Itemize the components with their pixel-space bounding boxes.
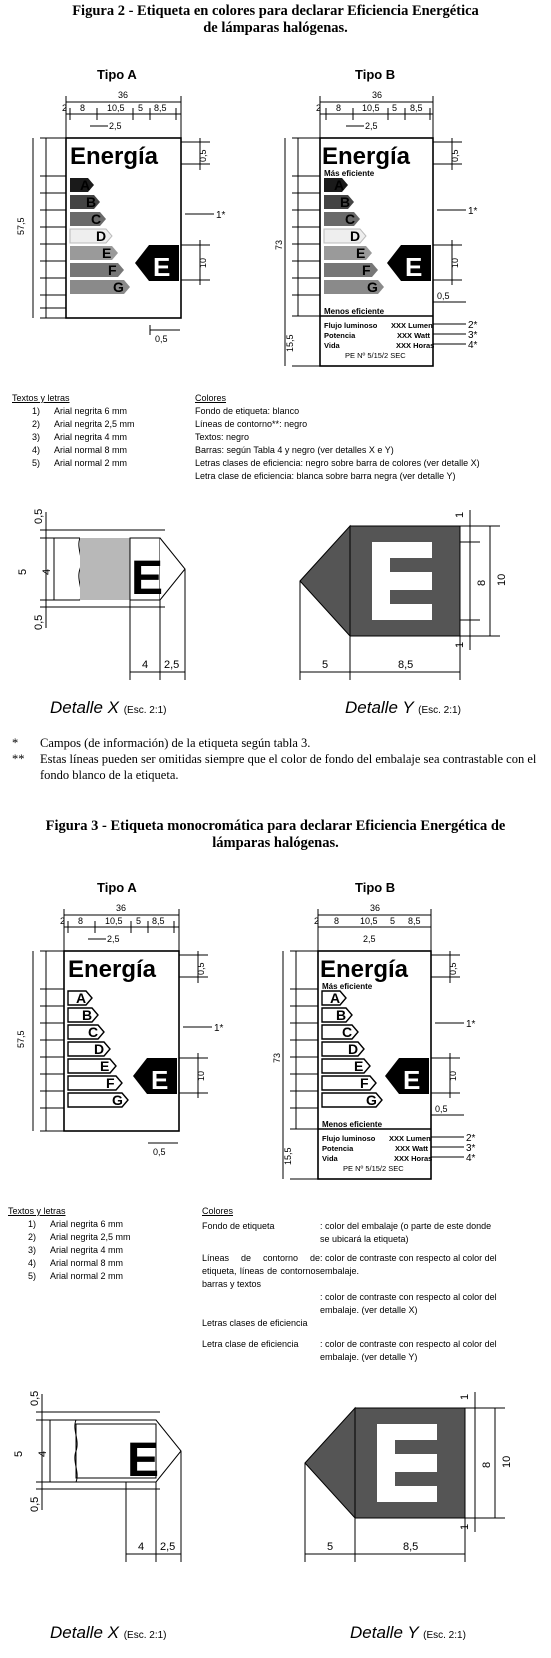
potencia-label: Potencia — [324, 331, 356, 340]
dim-2-a: 2 — [62, 103, 68, 113]
svg-text:8,5: 8,5 — [398, 659, 414, 671]
dim-85-a: 8,5 — [154, 103, 167, 113]
svg-text:8: 8 — [476, 579, 488, 586]
svg-text:A: A — [334, 177, 345, 193]
svg-text:E: E — [354, 1058, 364, 1074]
dim-5-a: 5 — [138, 103, 144, 113]
pe-number: PE Nº 5/15/2 SEC — [345, 351, 406, 360]
callout-3-b: 3* — [468, 330, 478, 341]
bar-label-c-a: C — [91, 211, 102, 227]
svg-text:5: 5 — [322, 659, 329, 671]
dim-25-a: 2,5 — [109, 121, 122, 131]
svg-text:Potencia: Potencia — [322, 1144, 354, 1153]
dim-85-b: 8,5 — [410, 103, 423, 113]
svg-text:8,5: 8,5 — [152, 916, 165, 926]
detalle-x-label-3: Detalle X (Esc. 2:1) — [50, 1623, 167, 1642]
textos-letras-block-2 — [12, 392, 192, 470]
svg-text:XXX Lumen: XXX Lumen — [389, 1134, 431, 1143]
bar-label-b-a: B — [86, 194, 97, 210]
svg-text:D: D — [350, 228, 361, 244]
svg-text:8: 8 — [78, 916, 84, 926]
svg-text:5: 5 — [136, 916, 142, 926]
svg-text:G: G — [367, 279, 378, 295]
svg-text:B: B — [340, 194, 351, 210]
svg-text:E: E — [127, 1434, 160, 1487]
svg-text:10: 10 — [496, 573, 508, 586]
svg-text:Más eficiente: Más eficiente — [322, 982, 373, 991]
figure-2-labels-drawing — [0, 80, 551, 380]
svg-text:8: 8 — [334, 916, 340, 926]
callout-4-b: 4* — [468, 340, 478, 351]
svg-text:F: F — [360, 1075, 369, 1091]
energia-title-a-3: Energía — [68, 956, 157, 983]
svg-text:3*: 3* — [466, 1143, 476, 1154]
dim-8-a: 8 — [80, 103, 86, 113]
svg-text:0,5: 0,5 — [29, 1390, 41, 1406]
svg-text:10: 10 — [196, 1070, 206, 1081]
dim-105-a: 10,5 — [107, 103, 125, 113]
figure-2-details-drawing — [0, 500, 551, 730]
notes-block: * Campos (de información) de la etiqueta según tabla 3. ** Estas líneas pueden ser omitidas siempre que el color de fondo del embalaje sea contrastable con el fondo blanco de la etiqueta. — [12, 736, 537, 782]
bar-label-f-a: F — [108, 262, 117, 278]
textos-heading-2: Textos y letras — [12, 393, 70, 403]
callout-1-b: 1* — [468, 206, 478, 217]
colores-block-3: Colores Fondo de etiqueta : color del embalaje (o parte de este donde se ubicará la etiqueta) Líneas de contorno de etiqueta, líneas de contornos barras y textos : color de contraste con respecto al color del embalaje. : color de contraste con respecto al color del embalaje. (ver detalle X) Letras clases de eficiencia Letra clase de eficiencia : color de contraste con respecto al color del embalaje. (ver detalle Y) — [202, 1206, 497, 1362]
svg-text:F: F — [106, 1075, 115, 1091]
colores-block-2 — [195, 392, 545, 483]
svg-text:B: B — [82, 1007, 93, 1023]
svg-text:G: G — [112, 1092, 123, 1108]
dim-05-mid-b: 0,5 — [437, 291, 450, 301]
svg-text:5: 5 — [390, 916, 396, 926]
dim-8-b: 8 — [336, 103, 342, 113]
svg-text:4: 4 — [142, 659, 149, 671]
figure-3-details-drawing — [0, 1382, 551, 1612]
svg-text:4: 4 — [138, 1541, 145, 1553]
callout-2-b: 2* — [468, 320, 478, 331]
svg-text:73: 73 — [272, 1052, 282, 1063]
svg-text:1: 1 — [454, 511, 466, 518]
figure-3-title-line1: Figura 3 - Etiqueta monocromática para declarar Eficiencia Energética de — [45, 818, 506, 834]
efficiency-bars-b — [324, 177, 431, 295]
dim-10-b: 10 — [450, 257, 460, 268]
detail-x-letter: E — [131, 552, 164, 605]
svg-text:10,5: 10,5 — [105, 916, 123, 926]
svg-text:8: 8 — [481, 1461, 493, 1468]
dim-05-bottom-a: 0,5 — [155, 334, 168, 344]
bar-label-d-a: D — [96, 228, 107, 244]
detalle-x-label-2: Detalle X (Esc. 2:1) — [50, 698, 167, 717]
mas-eficiente-b: Más eficiente — [324, 169, 375, 178]
svg-text:E: E — [151, 1065, 169, 1095]
energia-title-b: Energía — [322, 143, 411, 170]
svg-text:4: 4 — [37, 1450, 49, 1457]
svg-text:1: 1 — [459, 1523, 471, 1530]
callout-1-a: 1* — [216, 210, 226, 221]
svg-text:E: E — [405, 252, 423, 282]
info-block-b — [324, 321, 434, 360]
svg-text:36: 36 — [116, 903, 127, 913]
svg-text:E: E — [356, 245, 366, 261]
energia-title-a: Energía — [70, 143, 159, 170]
svg-text:10: 10 — [501, 1455, 513, 1468]
dim-155-b: 15,5 — [285, 334, 295, 352]
tipo-a-heading: Tipo A — [97, 67, 137, 82]
dim-36-a: 36 — [118, 90, 129, 100]
figure-3-title-line2: lámparas halógenas. — [212, 835, 339, 851]
svg-text:5: 5 — [327, 1541, 334, 1553]
svg-text:A: A — [330, 990, 341, 1006]
svg-text:F: F — [362, 262, 371, 278]
dim-05-b: 0,5 — [450, 149, 460, 162]
bar-label-g-a: G — [113, 279, 124, 295]
flujo-label: Flujo luminoso — [324, 321, 378, 330]
dim-2-b: 2 — [316, 103, 322, 113]
svg-text:2*: 2* — [466, 1133, 476, 1144]
current-class-letter-a: E — [153, 252, 171, 282]
svg-text:5: 5 — [17, 568, 29, 575]
svg-text:0,5: 0,5 — [153, 1147, 166, 1157]
figure-3-title — [0, 818, 551, 852]
svg-text:1: 1 — [454, 641, 466, 648]
dim-05-a: 0,5 — [198, 149, 208, 162]
tipo-a-heading-3: Tipo A — [97, 880, 137, 895]
svg-text:2,5: 2,5 — [164, 659, 180, 671]
svg-text:1*: 1* — [466, 1019, 476, 1030]
svg-text:2,5: 2,5 — [363, 934, 376, 944]
svg-text:0,5: 0,5 — [29, 1496, 41, 1512]
svg-text:B: B — [336, 1007, 347, 1023]
figure-2-title — [0, 3, 551, 37]
svg-text:C: C — [345, 211, 356, 227]
svg-text:XXX Horas: XXX Horas — [394, 1154, 433, 1163]
bar-label-a-a: A — [80, 177, 91, 193]
dim-10-a: 10 — [198, 257, 208, 268]
figure-2-title-line1: Figura 2 - Etiqueta en colores para declarar Eficiencia Energética — [72, 3, 479, 19]
svg-text:0,5: 0,5 — [435, 1104, 448, 1114]
svg-text:15,5: 15,5 — [283, 1147, 293, 1165]
svg-text:5: 5 — [13, 1450, 25, 1457]
svg-text:10: 10 — [448, 1070, 458, 1081]
vida-label: Vida — [324, 341, 340, 350]
svg-text:4: 4 — [41, 568, 53, 575]
bar-label-e-a: E — [102, 245, 112, 261]
svg-text:4*: 4* — [466, 1153, 476, 1164]
colores-item: Letra clase de eficiencia: blanca sobre barra negra (ver detalle Y) — [195, 471, 456, 481]
svg-text:1: 1 — [459, 1393, 471, 1400]
svg-text:E: E — [100, 1058, 110, 1074]
dim-5-b: 5 — [392, 103, 398, 113]
svg-text:Vida: Vida — [322, 1154, 338, 1163]
colores-item: Letras clases de eficiencia: negro sobre barra de colores (ver detalle X) — [195, 458, 480, 468]
svg-text:XXX Watt: XXX Watt — [395, 1144, 429, 1153]
svg-text:2,5: 2,5 — [160, 1541, 176, 1553]
svg-text:Menos eficiente: Menos eficiente — [322, 1120, 383, 1129]
potencia-value: XXX Watt — [397, 331, 431, 340]
colores-item: Barras: según Tabla 4 y negro (ver detalles X e Y) — [195, 445, 394, 455]
svg-text:PE Nº 5/15/2 SEC: PE Nº 5/15/2 SEC — [343, 1164, 404, 1173]
svg-text:C: C — [342, 1024, 353, 1040]
textos-list-2: 1) Arial negrita 6 mm 2) Arial negrita 2,5 mm 3) Arial negrita 4 mm 4) Arial normal 8 mm 5) Arial normal 2 mm — [32, 406, 135, 468]
svg-text:0,5: 0,5 — [33, 508, 45, 524]
efficiency-bars-a — [70, 177, 179, 295]
svg-text:8,5: 8,5 — [403, 1541, 419, 1553]
svg-text:0,5: 0,5 — [448, 962, 458, 975]
figure-2-title-line2: de lámparas halógenas. — [203, 20, 348, 36]
tipo-b-heading: Tipo B — [355, 67, 396, 82]
svg-text:57,5: 57,5 — [16, 1030, 26, 1048]
tipo-b-heading-3: Tipo B — [355, 880, 396, 895]
detalle-y-label-3: Detalle Y (Esc. 2:1) — [350, 1623, 466, 1642]
dim-73-b: 73 — [274, 239, 284, 250]
svg-text:G: G — [366, 1092, 377, 1108]
svg-text:D: D — [94, 1041, 105, 1057]
energia-title-b-3: Energía — [320, 956, 409, 983]
colores-heading-2: Colores — [195, 393, 227, 403]
colores-item: Fondo de etiqueta: blanco — [195, 406, 300, 416]
svg-text:C: C — [88, 1024, 99, 1040]
svg-text:1*: 1* — [214, 1023, 224, 1034]
colores-item: Líneas de contorno**: negro — [195, 419, 308, 429]
svg-text:D: D — [348, 1041, 359, 1057]
svg-text:0,5: 0,5 — [33, 614, 45, 630]
dim-575-a: 57,5 — [16, 217, 26, 235]
dim-105-b: 10,5 — [362, 103, 380, 113]
svg-text:E: E — [403, 1065, 421, 1095]
svg-text:36: 36 — [370, 903, 381, 913]
svg-text:10,5: 10,5 — [360, 916, 378, 926]
svg-text:2: 2 — [314, 916, 320, 926]
detalle-y-label-2: Detalle Y (Esc. 2:1) — [345, 698, 461, 717]
vida-value: XXX Horas — [396, 341, 435, 350]
svg-text:0,5: 0,5 — [196, 962, 206, 975]
svg-text:2,5: 2,5 — [107, 934, 120, 944]
colores-item: Textos: negro — [195, 432, 250, 442]
svg-text:Flujo luminoso: Flujo luminoso — [322, 1134, 376, 1143]
textos-letras-block-3: Textos y letras 1) Arial negrita 6 mm 2) Arial negrita 2,5 mm 3) Arial negrita 4 mm 4) Arial normal 8 mm 5) Arial normal 2 mm — [8, 1206, 131, 1281]
flujo-value: XXX Lumen — [391, 321, 433, 330]
dim-36-b: 36 — [372, 90, 383, 100]
figure-3-labels-drawing — [0, 893, 551, 1188]
svg-text:2: 2 — [60, 916, 66, 926]
svg-text:8,5: 8,5 — [408, 916, 421, 926]
menos-eficiente-b: Menos eficiente — [324, 307, 385, 316]
dim-25-b: 2,5 — [365, 121, 378, 131]
svg-text:A: A — [76, 990, 87, 1006]
